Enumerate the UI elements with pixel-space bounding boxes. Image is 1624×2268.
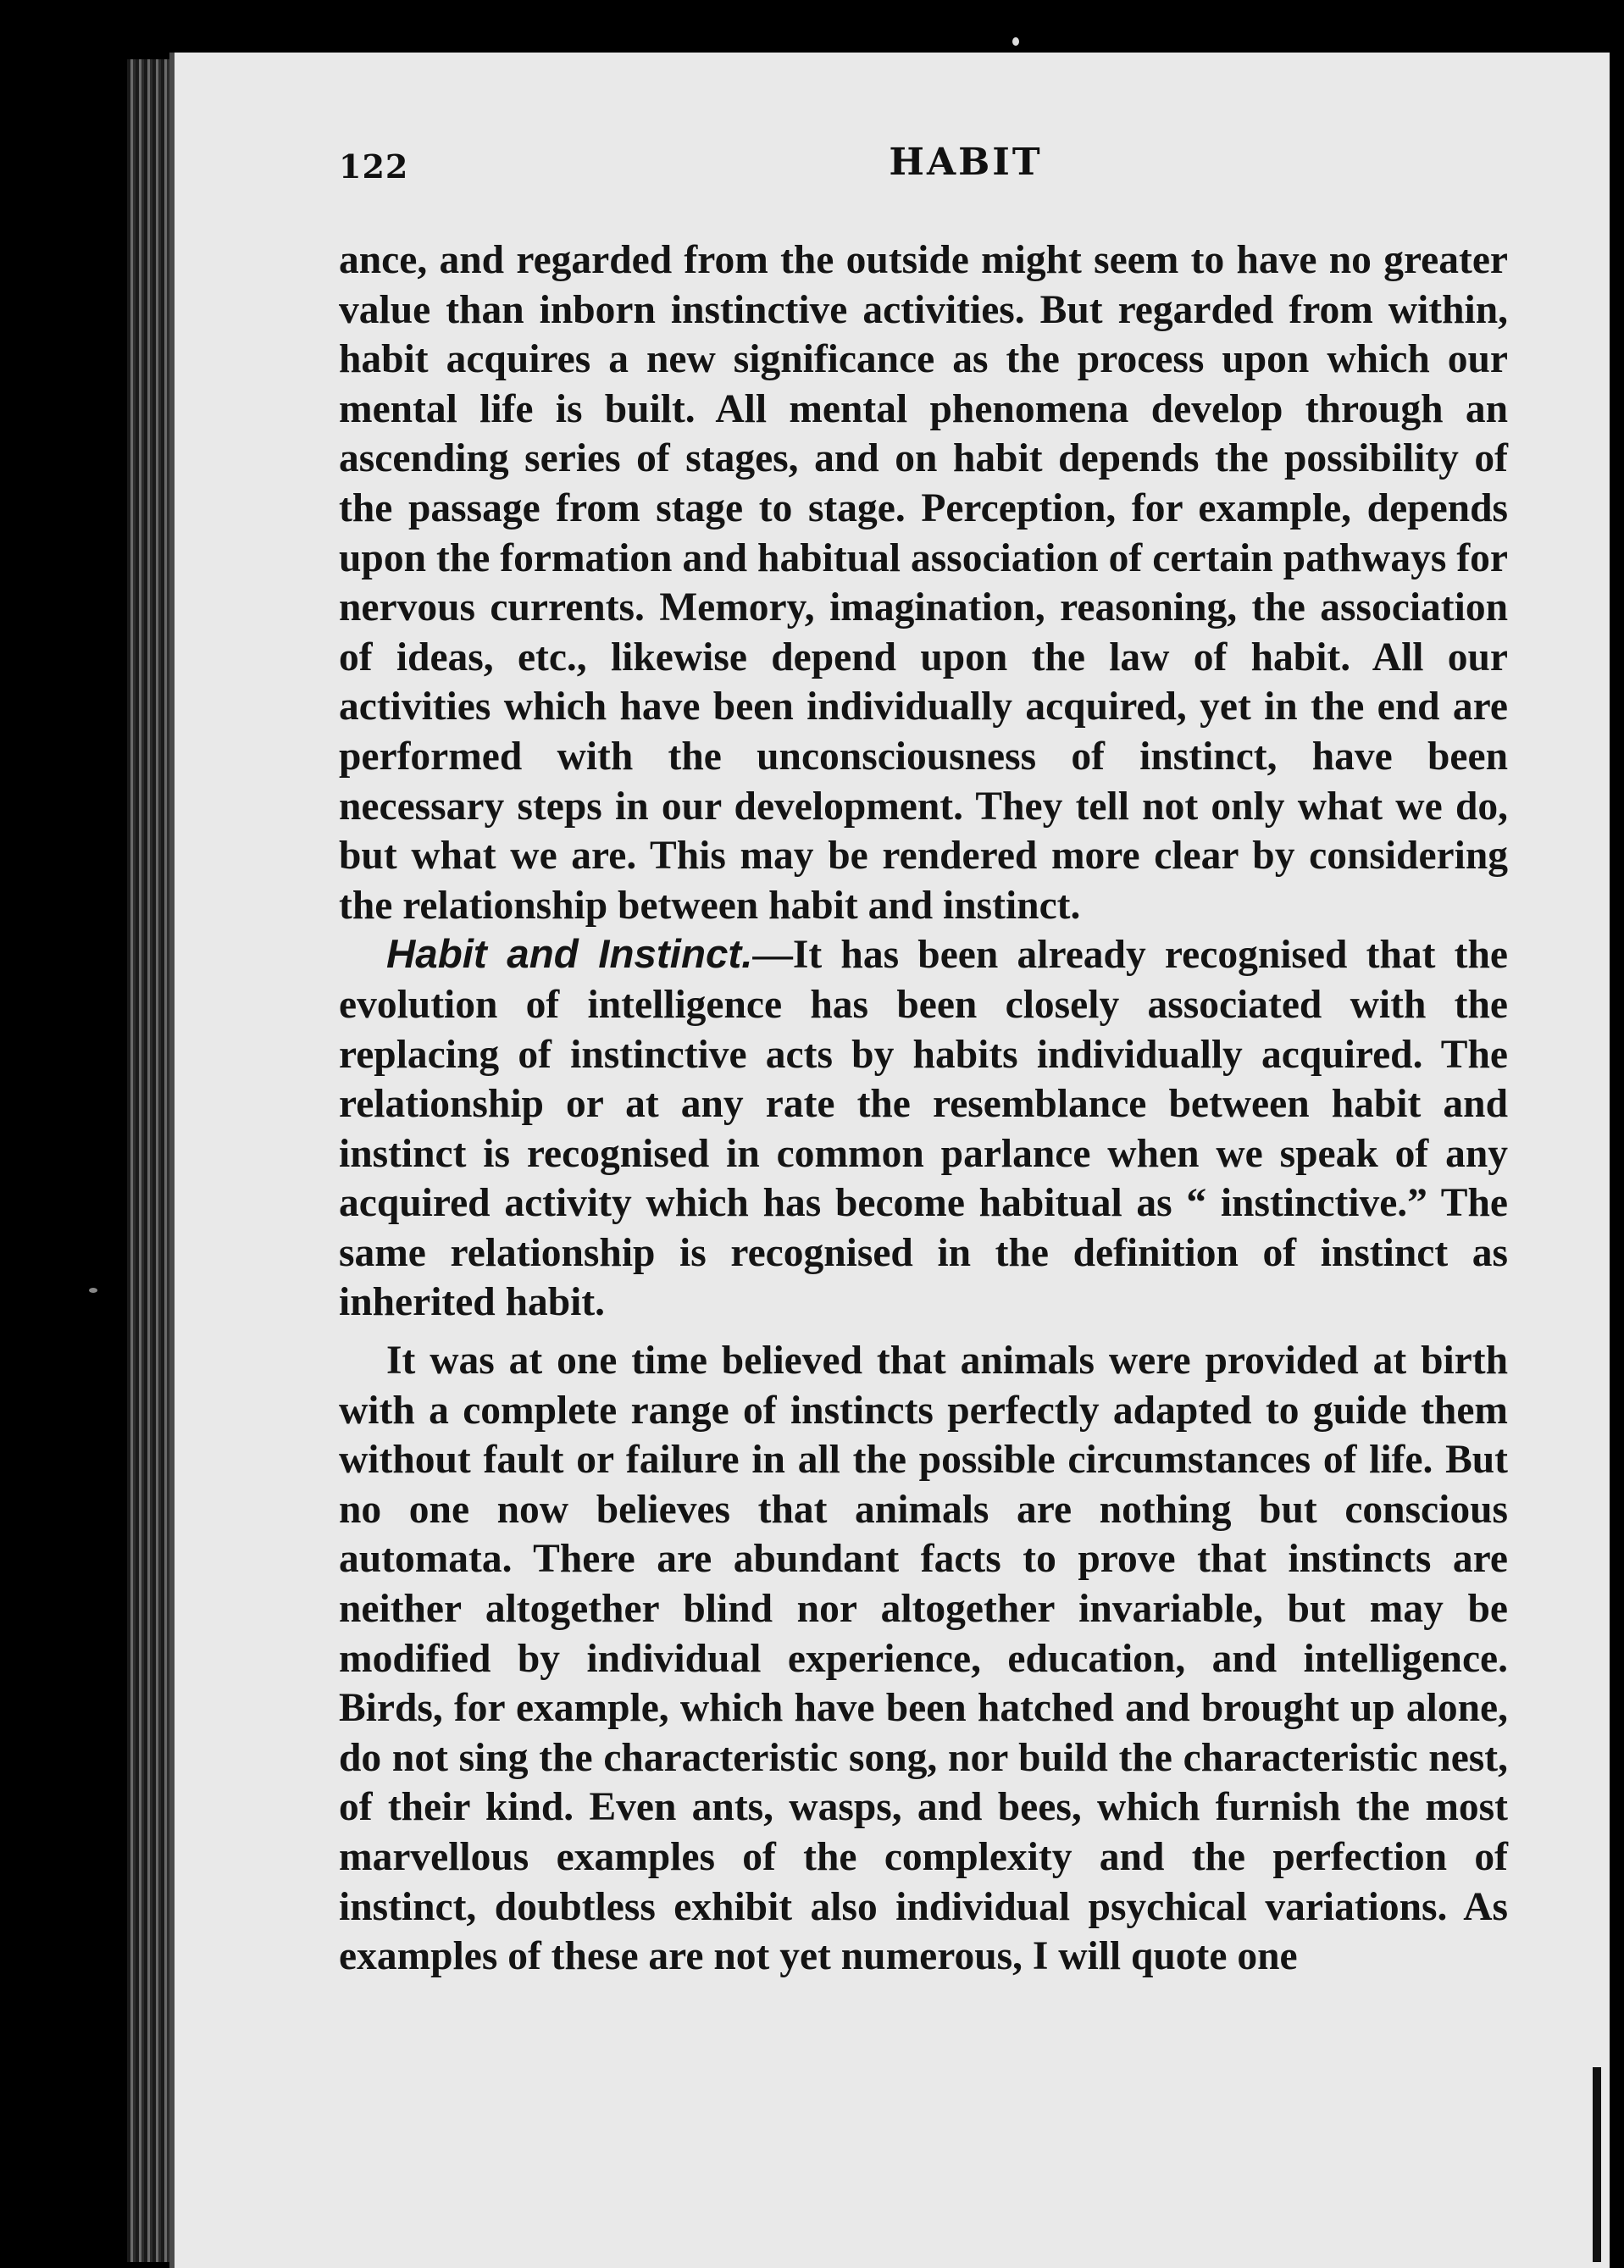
page-header — [339, 91, 1593, 186]
paragraph-3: It was at one time believed that animals were provided at birth with a complete range of instincts perfectly adapted to guide them without fault or failure in all the possible circumstances of life. But no one now believes that animals are nothing but conscious automata. There are abundant facts to prove that instincts are neither altogether blind nor altogether invariable, but may be modified by individual experience, education, and intelligence. Birds, for example, which have been hatched and brought up alone, do not sing the characteristic song, nor build the characteristic nest, of their kind. Even ants, wasps, and bees, which furnish the most marvellous examples of the complexity and the perfection of instinct, doubtless exhibit also individual psychical variations. As examples of these are not yet numerous, I will quote one — [339, 1339, 1508, 1979]
scan-speck — [1012, 37, 1019, 46]
section-heading: Habit and Instinct. — [386, 932, 753, 978]
paragraph-1: ance, and regarded from the outside might seem to have no greater value than inborn instinctive activities. But regarded from within, habit acquires a new significance as the process upon which our mental life is built. All mental phenomena develop through an ascending series of stages, and on habit depends the possibility of the passage from stage to stage. Perception, for example, depends upon the formation and habitual association of certain pathways for nervous currents. Memory, imagination, reasoning, the association of ideas, etc., likewise depend upon the law of habit. All our activities which have been individually acquired, yet in the end are performed with the unconsciousness of instinct, have been necessary steps in our development. They tell not only what we do, but what we are. This may be rendered more clear by considering the relationship between habit and instinct. — [339, 238, 1508, 928]
scan-speck — [89, 1288, 97, 1293]
page-edge-shadow — [1593, 2067, 1601, 2262]
paragraph-2-text: —It has been already recognised that the evolution of intelligence has been closely associated with the replacing of instinctive acts by habits individually acquired. The relationship or at any rate the resemblance between habit and instinct is recognised in common parlance when we speak of any acquired activity which has become habitual as “ instinctive.” The same relationship is recognised in the definition of instinct as inherited habit. — [339, 933, 1508, 1325]
page-body — [339, 236, 1508, 1982]
running-head: HABIT — [889, 141, 1043, 184]
page-number: 122 — [339, 147, 409, 186]
paragraph-2 — [339, 930, 1508, 1328]
